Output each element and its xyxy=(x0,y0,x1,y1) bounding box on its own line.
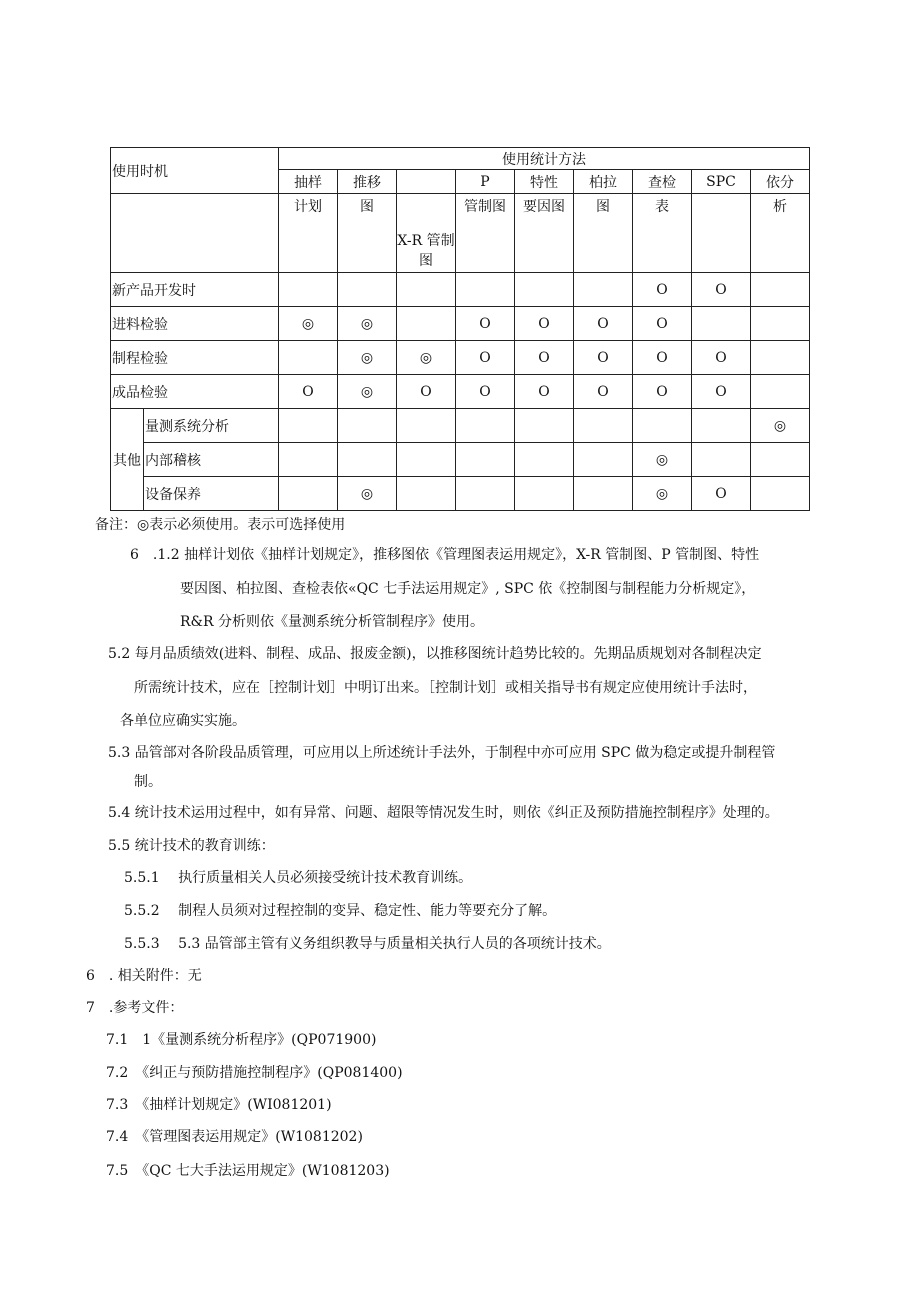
text-line: 6 . 相关附件：无 xyxy=(86,968,202,984)
mark-cell: ◎ xyxy=(751,409,810,443)
mark-cell xyxy=(574,409,633,443)
mark-cell xyxy=(397,307,456,341)
method-header xyxy=(397,170,456,194)
mark-cell xyxy=(456,409,515,443)
method-header-cont: 要因图 xyxy=(515,194,574,273)
method-header: 查检 xyxy=(633,170,692,194)
table-row xyxy=(111,375,810,409)
mark-cell xyxy=(751,443,810,477)
method-header: P xyxy=(456,170,515,194)
mark-cell xyxy=(338,409,397,443)
table-row xyxy=(111,477,810,511)
mark-cell: O xyxy=(633,341,692,375)
text-line: 5.5.2 制程人员须对过程控制的变异、稳定性、能力等要充分了解。 xyxy=(124,903,557,919)
text-line: R&R 分析则依《量测系统分析管制程序》使用。 xyxy=(180,614,484,630)
mark-cell: O xyxy=(692,273,751,307)
method-header: 依分 xyxy=(751,170,810,194)
mark-cell xyxy=(751,341,810,375)
mark-cell: O xyxy=(633,307,692,341)
text-line: 7.5 《QC 七大手法运用规定》(W1081203) xyxy=(106,1163,390,1179)
table-note: 备注：◎表示必须使用。表示可选择使用 xyxy=(95,517,346,533)
mark-cell xyxy=(456,443,515,477)
method-header-cont xyxy=(692,194,751,273)
text-line: 5.5.3 5.3 品管部主管有义务组织教导与质量相关执行人员的各项统计技术。 xyxy=(124,936,611,952)
mark-cell: ◎ xyxy=(338,307,397,341)
text-line: 5.5.1 执行质量相关人员必须接受统计技术教育训练。 xyxy=(124,870,473,886)
mark-cell xyxy=(692,307,751,341)
text-line: 7.2 《纠正与预防措施控制程序》(QP081400) xyxy=(106,1065,403,1081)
corner-header: 使用时机 xyxy=(111,148,279,194)
method-header-cont: 析 xyxy=(751,194,810,273)
method-header: 抽样 xyxy=(279,170,338,194)
statistics-method-table xyxy=(110,147,810,511)
mark-cell: O xyxy=(515,341,574,375)
mark-cell: O xyxy=(574,341,633,375)
text-line: 要因图、柏拉图、查检表依«QC 七手法运用规定》, SPC 依《控制图与制程能力分析规定》， xyxy=(180,581,756,597)
mark-cell: O xyxy=(515,307,574,341)
text-line: 6 .1.2 抽样计划依《抽样计划规定》，推移图依《管理图表运用规定》，X-R 管制图、P 管制图、特性 xyxy=(130,547,760,563)
text-line: 5.2 每月品质绩效(进料、制程、成品、报废金额)，以推移图统计趋势比较的。先期品质规划对各制程决定 xyxy=(108,646,762,662)
table-row xyxy=(111,341,810,375)
row-label: 成品检验 xyxy=(111,375,279,409)
mark-cell xyxy=(574,273,633,307)
method-header-cont: 表 xyxy=(633,194,692,273)
method-header: 推移 xyxy=(338,170,397,194)
mark-cell xyxy=(751,477,810,511)
text-line: 制。 xyxy=(134,774,162,790)
mark-cell xyxy=(692,443,751,477)
method-header: SPC xyxy=(692,170,751,194)
mark-cell xyxy=(456,477,515,511)
text-line: 5.5 统计技术的教育训练： xyxy=(108,838,275,854)
row-label: 新产品开发时 xyxy=(111,273,279,307)
row-label: 量测系统分析 xyxy=(144,409,279,443)
text-line: 各单位应确实实施。 xyxy=(120,713,246,729)
mark-cell xyxy=(338,443,397,477)
mark-cell: ◎ xyxy=(338,477,397,511)
mark-cell xyxy=(751,375,810,409)
table-row xyxy=(111,409,810,443)
mark-cell: O xyxy=(456,307,515,341)
mark-cell: ◎ xyxy=(633,443,692,477)
text-line: 所需统计技术，应在［控制计划］中明订出来。［控制计划］或相关指导书有规定应使用统计手法时， xyxy=(134,680,757,696)
mark-cell xyxy=(279,409,338,443)
method-header-cont: X-R 管制图 xyxy=(397,194,456,273)
mark-cell xyxy=(515,409,574,443)
mark-cell: O xyxy=(574,375,633,409)
mark-cell: ◎ xyxy=(338,341,397,375)
mark-cell xyxy=(751,273,810,307)
mark-cell xyxy=(633,409,692,443)
mark-cell xyxy=(515,477,574,511)
mark-cell: O xyxy=(456,375,515,409)
mark-cell xyxy=(515,443,574,477)
method-header-cont: 图 xyxy=(338,194,397,273)
method-header: 柏拉 xyxy=(574,170,633,194)
text-line: 7.3 《抽样计划规定》(WI081201) xyxy=(106,1097,332,1113)
mark-cell xyxy=(279,477,338,511)
mark-cell xyxy=(279,341,338,375)
row-label: 制程检验 xyxy=(111,341,279,375)
text-line: 7.1 1《量测系统分析程序》(QP071900) xyxy=(106,1032,377,1048)
mark-cell: O xyxy=(692,341,751,375)
mark-cell: O xyxy=(574,307,633,341)
table-row xyxy=(111,443,810,477)
method-header: 特性 xyxy=(515,170,574,194)
text-line: 5.3 品管部对各阶段品质管理，可应用以上所述统计手法外，于制程中亦可应用 SPC 做为稳定或提升制程管 xyxy=(108,745,776,761)
table-row xyxy=(111,307,810,341)
mark-cell: O xyxy=(456,341,515,375)
mark-cell: O xyxy=(279,375,338,409)
mark-cell: ◎ xyxy=(397,341,456,375)
mark-cell xyxy=(574,477,633,511)
row-label: 内部稽核 xyxy=(144,443,279,477)
blank-cell xyxy=(111,194,279,273)
row-label: 进料检验 xyxy=(111,307,279,341)
mark-cell: O xyxy=(692,375,751,409)
mark-cell: O xyxy=(633,375,692,409)
mark-cell xyxy=(751,307,810,341)
text-line: 5.4 统计技术运用过程中，如有异常、问题、超限等情况发生时，则依《纠正及预防措施控制程序》处理的。 xyxy=(108,805,779,821)
mark-cell: ◎ xyxy=(279,307,338,341)
mark-cell xyxy=(692,409,751,443)
mark-cell xyxy=(338,273,397,307)
other-label: 其他 xyxy=(111,409,144,511)
method-header-cont: 管制图 xyxy=(456,194,515,273)
mark-cell: O xyxy=(633,273,692,307)
mark-cell xyxy=(279,443,338,477)
mark-cell: ◎ xyxy=(338,375,397,409)
mark-cell xyxy=(397,477,456,511)
mark-cell xyxy=(397,443,456,477)
mark-cell xyxy=(397,409,456,443)
mark-cell: O xyxy=(692,477,751,511)
mark-cell: O xyxy=(515,375,574,409)
mark-cell xyxy=(574,443,633,477)
table-row xyxy=(111,273,810,307)
mark-cell xyxy=(279,273,338,307)
mark-cell xyxy=(397,273,456,307)
group-header: 使用统计方法 xyxy=(279,148,810,170)
text-line: 7.4 《管理图表运用规定》(W1081202) xyxy=(106,1129,363,1145)
method-header-cont: 计划 xyxy=(279,194,338,273)
mark-cell: O xyxy=(397,375,456,409)
mark-cell: ◎ xyxy=(633,477,692,511)
mark-cell xyxy=(456,273,515,307)
method-header-cont: 图 xyxy=(574,194,633,273)
row-label: 设备保养 xyxy=(144,477,279,511)
mark-cell xyxy=(515,273,574,307)
text-line: 7 .参考文件： xyxy=(86,1000,184,1016)
